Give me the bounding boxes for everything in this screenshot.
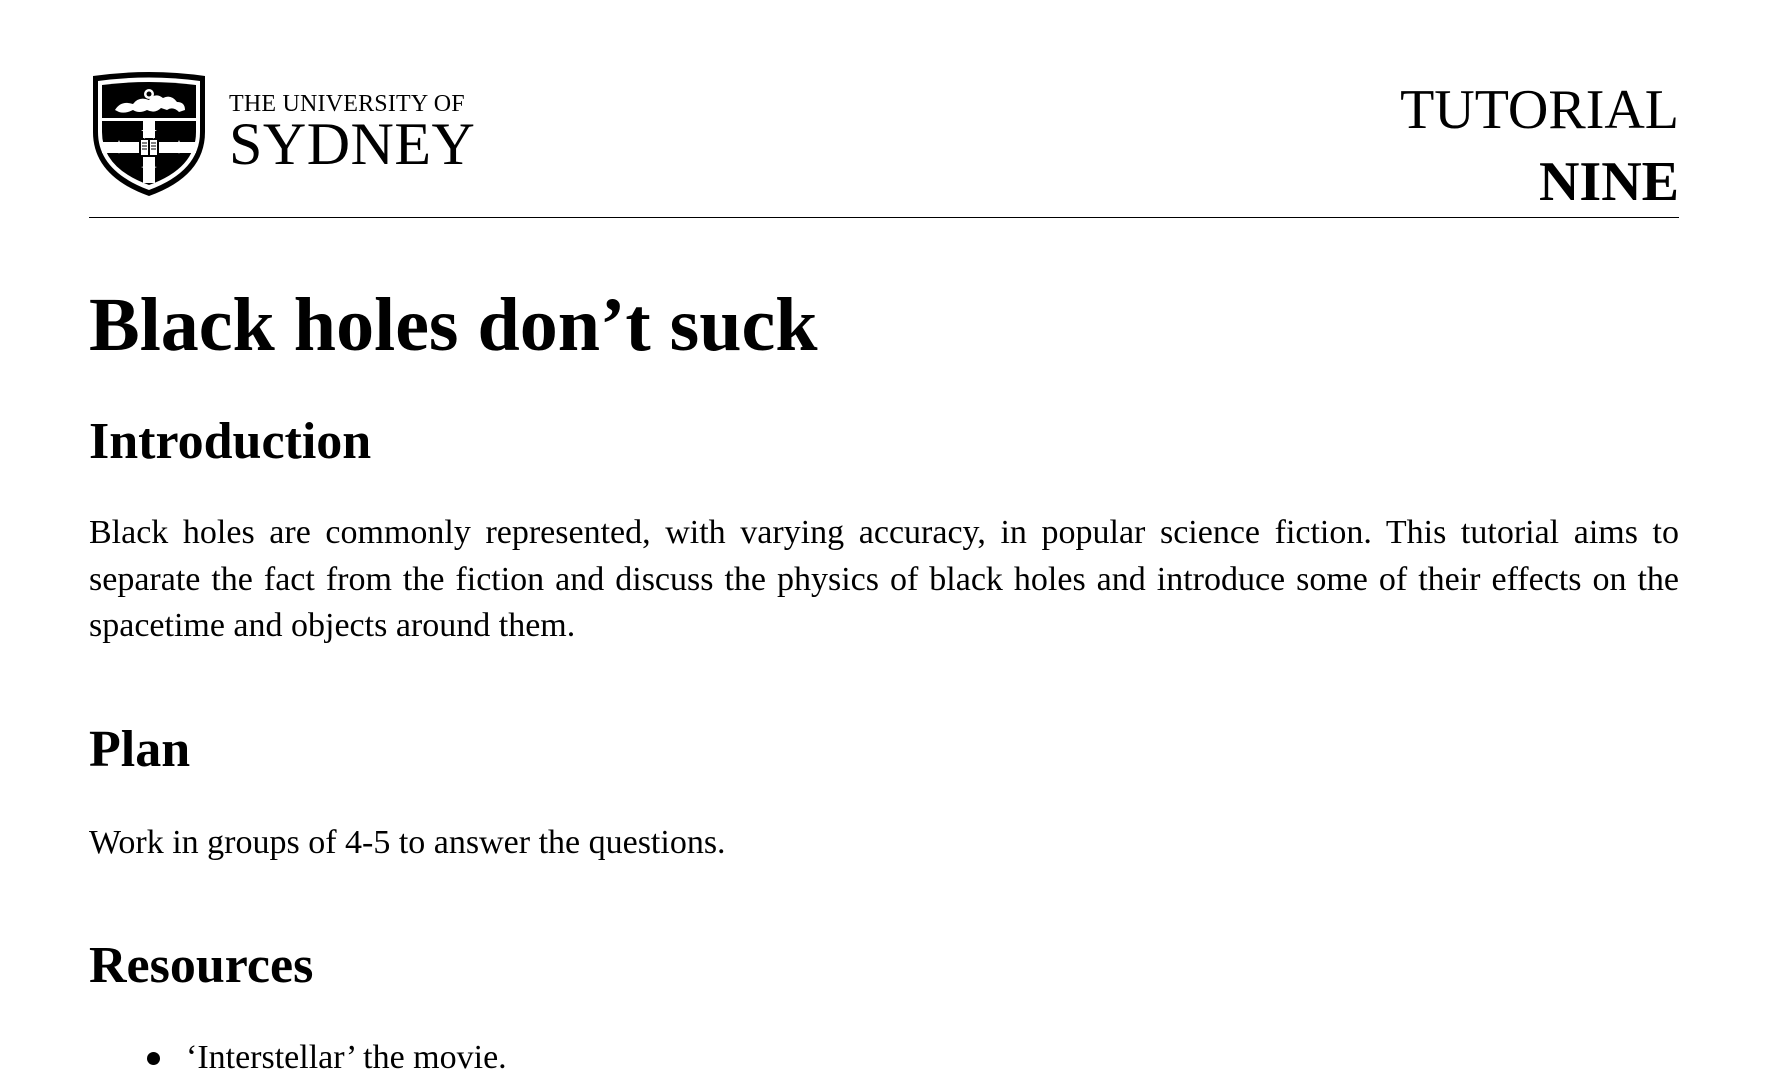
page-header	[89, 70, 1679, 218]
resource-item-text: ‘Interstellar’ the movie.	[186, 1039, 507, 1076]
university-crest-icon	[89, 70, 209, 198]
header-divider	[89, 217, 1679, 218]
tutorial-label: TUTORIAL	[1400, 79, 1679, 141]
resources-list	[89, 1035, 1679, 1081]
introduction-heading: Introduction	[89, 413, 372, 470]
tutorial-label-block	[1400, 74, 1679, 218]
list-item	[89, 1035, 1679, 1081]
university-wordmark	[229, 91, 476, 177]
wordmark-top-line: THE UNIVERSITY OF	[229, 91, 465, 117]
introduction-paragraph: Black holes are commonly represented, with varying accuracy, in popular science fiction. This tutorial aims to separate the fact from the fiction and discuss the physics of black holes and introduce some of their effects on the spacetime and objects around them.	[89, 514, 1679, 644]
bullet-icon	[147, 1052, 160, 1065]
resources-heading: Resources	[89, 937, 314, 994]
document-page	[89, 0, 1679, 1090]
plan-paragraph: Work in groups of 4-5 to answer the questions.	[89, 824, 726, 861]
tutorial-number: NINE	[1538, 151, 1679, 213]
wordmark-main-line: SYDNEY	[229, 111, 476, 177]
document-title: Black holes don’t suck	[89, 283, 818, 367]
plan-heading: Plan	[89, 721, 191, 778]
